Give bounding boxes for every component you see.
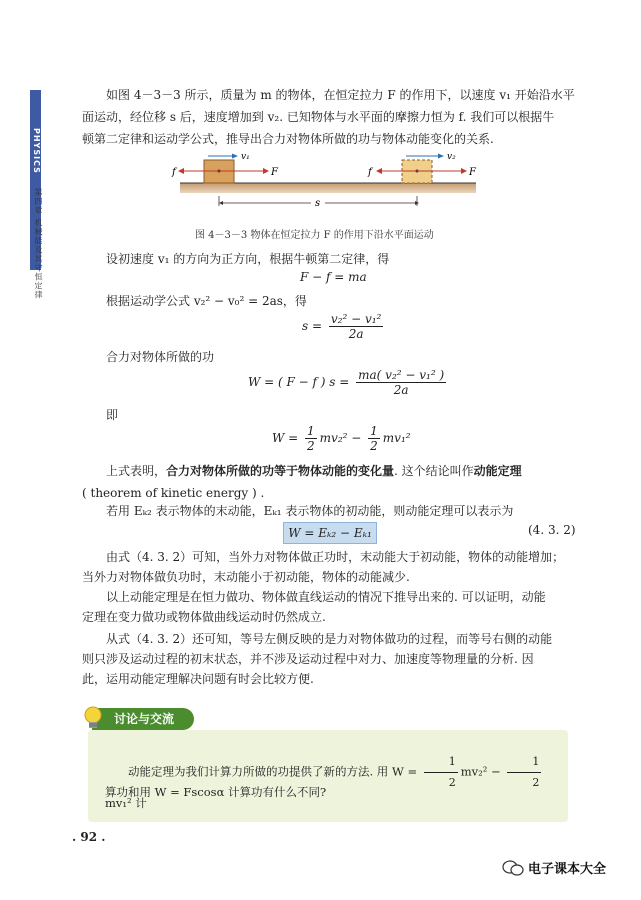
discussion-half-num-1: 1 (424, 752, 458, 773)
discussion-question-line-2: 算功和用 W = Fscosα 计算功有什么不同? (105, 785, 327, 799)
intro-line-2: 面运动，经位移 s 后，速度增加到 v₂. 已知物体与水平面的摩擦力恒为 f. 我们可以根据牛 (82, 110, 555, 124)
source-watermark: 电子课本大全 (528, 862, 607, 877)
explain-line-3b: 则只涉及运动过程的初末状态，并不涉及运动过程中对力、加速度等物理量的分析. 因 (82, 652, 534, 666)
equation-displacement (302, 312, 386, 341)
page-number: . 92 . (72, 830, 106, 844)
conclusion-text-b: . 这个结论叫作 (394, 464, 474, 478)
label-F-left: F (271, 167, 278, 178)
discussion-title: 讨论与交流 (92, 708, 194, 730)
eq4-end: mv₁² (382, 431, 411, 445)
explain-line-3a: 从式（4. 3. 2）还可知，等号左侧反映的是力对物体做功的过程，而等号右侧的动能 (106, 632, 553, 646)
conclusion-line-1 (82, 460, 582, 482)
conclusion-line-3: 若用 Eₖ₂ 表示物体的末动能，Eₖ₁ 表示物体的初动能，则动能定理可以表示为 (106, 504, 514, 518)
sidebar-subject-label: PHYSICS (32, 128, 41, 174)
equation-kinetic (272, 424, 411, 453)
label-f-right: f (368, 167, 372, 178)
discussion-text-c: mv₁² 计 (105, 796, 147, 810)
eq2-lhs: s = (302, 319, 323, 333)
theorem-name: 动能定理 (473, 464, 522, 478)
figure-caption: 图 4－3－3 物体在恒定拉力 F 的作用下沿水平面运动 (195, 230, 434, 241)
eq4-half-den-1: 2 (307, 439, 315, 453)
label-F-right: F (469, 167, 476, 178)
derivation-text-4: 即 (106, 408, 119, 422)
explain-line-2a: 以上动能定理是在恒力做功、物体做直线运动的情况下推导出来的. 可以证明，动能 (106, 590, 546, 604)
theorem-equation-box: W = Eₖ₂ − Eₖ₁ (283, 522, 377, 544)
eq2-denominator: 2a (348, 327, 364, 341)
equation-number: (4. 3. 2) (528, 523, 576, 537)
explain-line-2b: 定理在变力做功或物体做曲线运动时仍然成立. (82, 610, 326, 624)
eq4-half-num-2: 1 (370, 424, 378, 438)
eq2-numerator: v₂² − v₁² (330, 312, 382, 326)
wechat-icon (502, 860, 524, 876)
eq4-lhs: W = (272, 431, 299, 445)
conclusion-text-a: 上式表明， (106, 464, 167, 478)
discussion-text-a: 动能定理为我们计算力所做的功提供了新的方法. 用 W = (128, 764, 418, 779)
derivation-text-3: 合力对物体所做的功 (106, 350, 215, 364)
equation-newton: F − f = ma (300, 270, 367, 284)
lightbulb-icon (84, 706, 102, 732)
discussion-half-num-2: 1 (507, 752, 541, 773)
explain-line-1b: 当外力对物体做负功时，末动能小于初动能，物体的动能减少. (82, 570, 410, 584)
label-v2: v₂ (447, 152, 456, 162)
eq3-lhs: W = ( F − f ) s = (248, 375, 350, 389)
intro-paragraph (82, 84, 582, 106)
eq3-denominator: 2a (393, 383, 409, 397)
derivation-text-1: 设初速度 v₁ 的方向为正方向，根据牛顿第二定律，得 (106, 252, 390, 266)
conclusion-line-2: ( theorem of kinetic energy ) . (82, 486, 265, 500)
sidebar-chapter-label: 第四章 机械能及其守恒定律 (34, 188, 43, 300)
eq4-middle: mv₂² − (319, 431, 362, 445)
eq3-numerator: ma( v₂² − v₁² ) (358, 368, 445, 382)
discussion-half-den-2: 2 (532, 776, 540, 789)
eq4-half-num-1: 1 (307, 424, 315, 438)
equation-work (248, 368, 449, 397)
discussion-text-b: mv₂² − (460, 764, 501, 779)
explain-line-3c: 此，运用动能定理解决问题有时会比较方便. (82, 672, 314, 686)
explain-line-1a: 由式（4. 3. 2）可知，当外力对物体做正功时，末动能大于初动能，物体的动能增加； (106, 550, 565, 564)
label-f-left: f (172, 167, 176, 178)
intro-line-3: 顿第二定律和运动学公式，推导出合力对物体所做的功与物体动能变化的关系. (82, 132, 494, 146)
label-s: s (315, 198, 321, 209)
conclusion-bold-statement: 合力对物体所做的功等于物体动能的变化量 (166, 464, 395, 478)
intro-line-1: 如图 4－3－3 所示，质量为 m 的物体，在恒定拉力 F 的作用下，以速度 v₁ 开始沿水平 (106, 88, 575, 102)
eq4-half-den-2: 2 (370, 439, 378, 453)
figure-motion-diagram (168, 148, 488, 210)
derivation-text-2: 根据运动学公式 v₂² − v₀² = 2as，得 (106, 294, 307, 308)
discussion-half-den-1: 2 (448, 776, 456, 789)
ground-surface (180, 183, 476, 193)
label-v1: v₁ (241, 152, 250, 162)
